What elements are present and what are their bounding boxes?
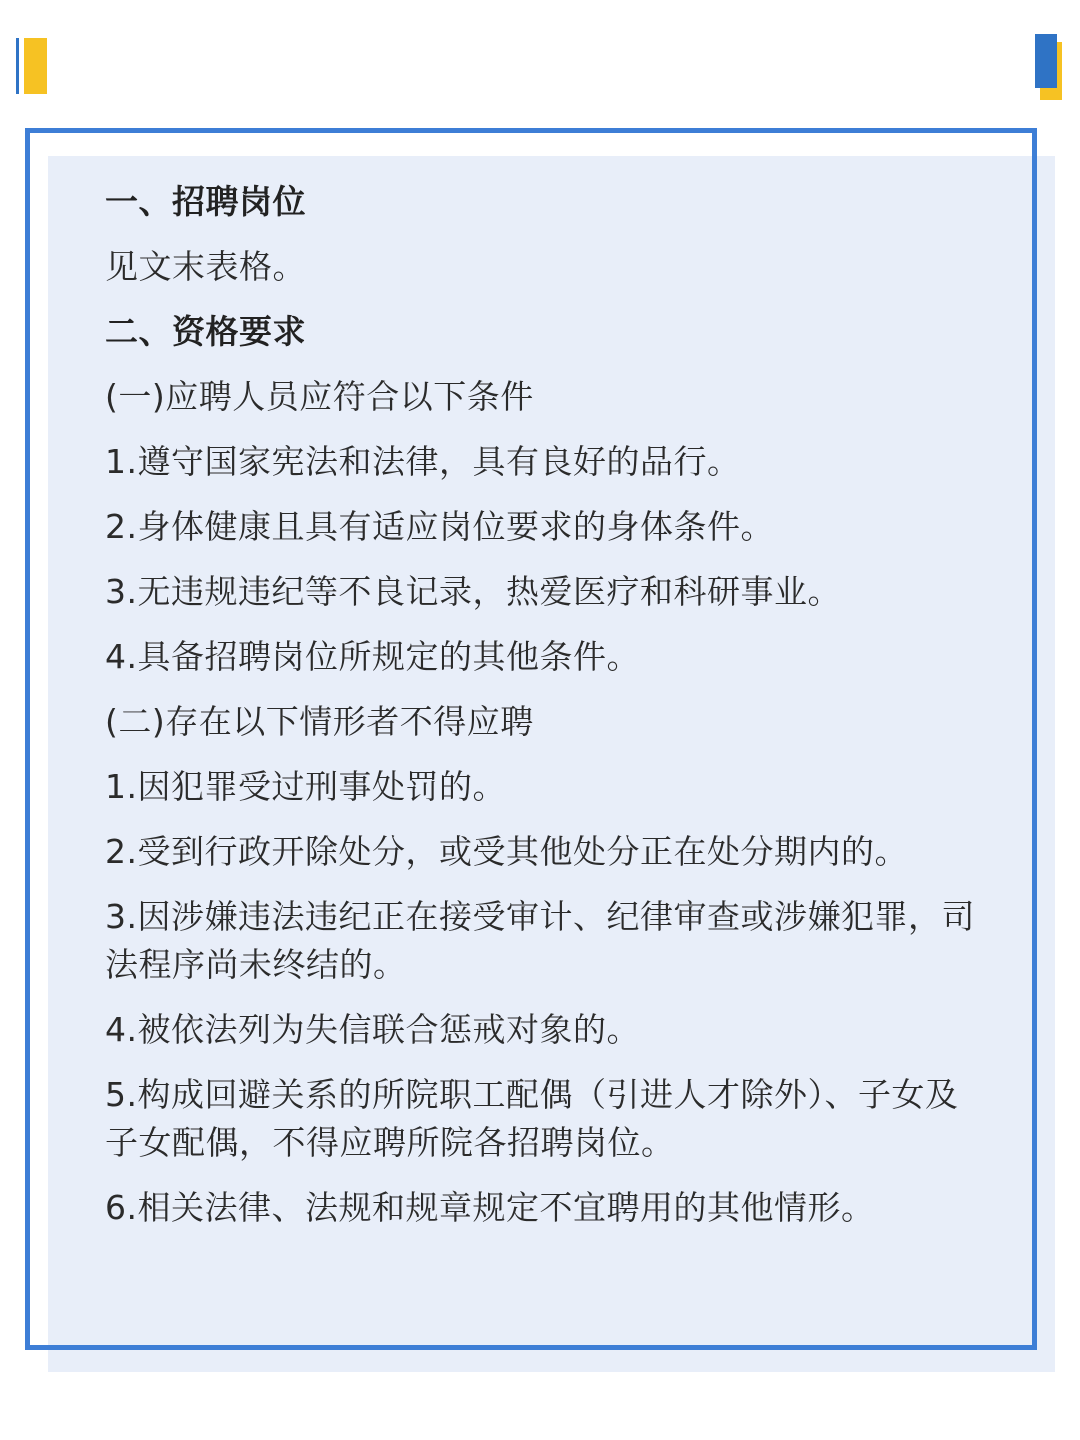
corner-decoration-right-blue (1035, 34, 1057, 88)
text-line: 1.因犯罪受过刑事处罚的。 (105, 767, 506, 806)
text-line: 2.身体健康且具有适应岗位要求的身体条件。 (105, 507, 774, 546)
text-line: 2.受到行政开除处分，或受其他处分正在处分期内的。 (105, 832, 908, 871)
text-line: 1.遵守国家宪法和法律，具有良好的品行。 (105, 442, 741, 481)
section-heading: 一、招聘岗位 (105, 182, 306, 221)
text-line: 3.无违规违纪等不良记录，热爱医疗和科研事业。 (105, 572, 841, 611)
text-line: 6.相关法律、法规和规章规定不宜聘用的其他情形。 (105, 1188, 875, 1227)
text-line: (二)存在以下情形者不得应聘 (105, 702, 534, 741)
text-line: (一)应聘人员应符合以下条件 (105, 377, 534, 416)
text-line: 4.被依法列为失信联合惩戒对象的。 (105, 1010, 640, 1049)
section-heading: 二、资格要求 (105, 312, 306, 351)
corner-decoration-left-bar (24, 38, 47, 94)
text-line: 4.具备招聘岗位所规定的其他条件。 (105, 637, 640, 676)
content-text-block (105, 178, 990, 1232)
text-line: 3.因涉嫌违法违纪正在接受审计、纪律审查或涉嫌犯罪，司法程序尚未终结的。 (105, 897, 975, 984)
text-line: 5.构成回避关系的所院职工配偶（引进人才除外）、子女及子女配偶，不得应聘所院各招聘岗位。 (105, 1075, 959, 1162)
corner-decoration-left-line (16, 38, 19, 94)
text-line: 见文末表格。 (105, 247, 306, 286)
